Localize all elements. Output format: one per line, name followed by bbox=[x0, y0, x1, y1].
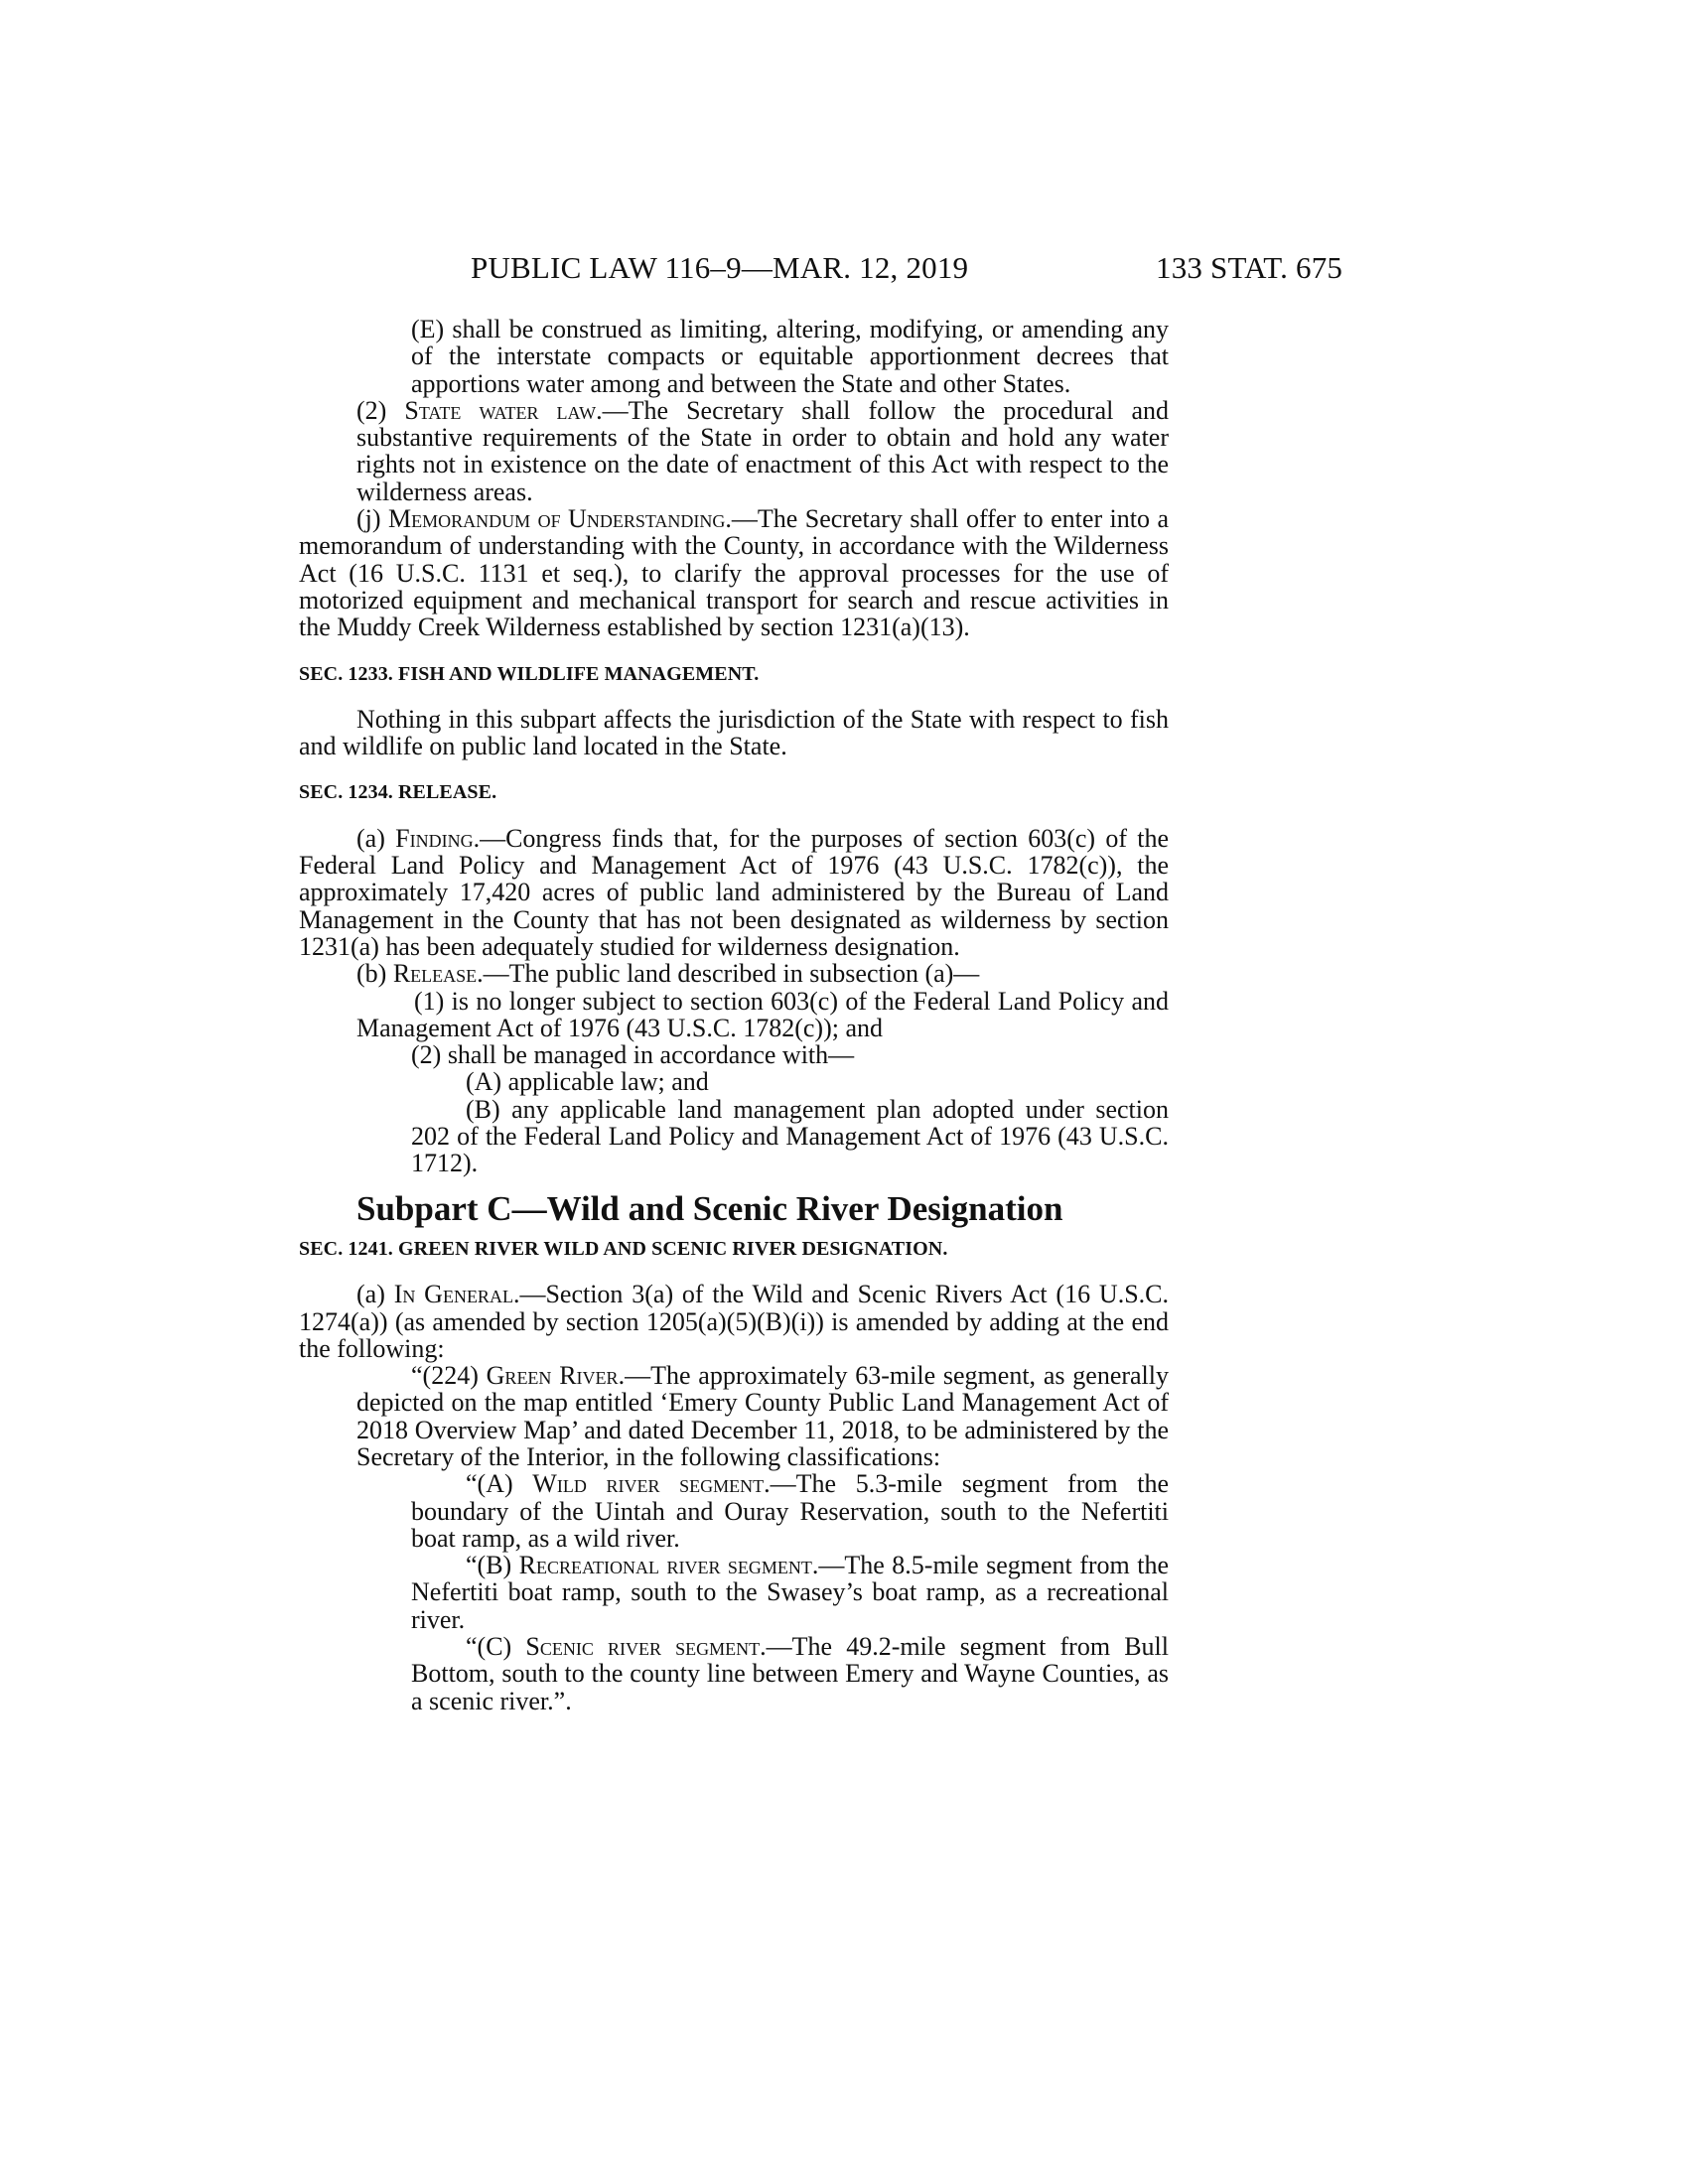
paragraph-scenic-segment: “(C) Scenic river segment.—The 49.2-mile segment from Bull Bottom, south to the county line between Emery and Wayne Counties, as a scenic river.”. bbox=[411, 1632, 1169, 1715]
paragraph-release: (b) Release.—The public land described in subsection (a)— bbox=[356, 959, 980, 989]
paragraph-wild-segment: “(A) Wild river segment.—The 5.3-mile segment from the boundary of the Uintah and Ouray Reservation, south to the Nefertiti boat ramp, as a wild river. bbox=[411, 1469, 1169, 1553]
paragraph-memorandum: (j) Memorandum of Understanding.—The Secretary shall offer to enter into a memorandum of understanding with the County, in accordance with the Wilderness Act (16 U.S.C. 1131 et seq.), to clarify the approval processes for the use of motorized equipment and mechanical transport for search and rescue activities in the Muddy Creek Wilderness established by section 1231(a)(13). bbox=[299, 504, 1170, 642]
document-body bbox=[299, 316, 1169, 1714]
paragraph-release-2b: (B) any applicable land management plan adopted under section 202 of the Federal Land Policy and Management Act of 1976 (43 U.S.C. 1712). bbox=[411, 1094, 1169, 1178]
paragraph-state-water-law: (2) State water law.—The Secretary shall follow the procedural and substantive requirements of the State in order to obtain and hold any water rights not in existence on the date of enactment of this Act with respect to the wilderness areas. bbox=[356, 395, 1169, 506]
paragraph-release-1: (1) is no longer subject to section 603(c) of the Federal Land Policy and Management Act of 1976 (43 U.S.C. 1782(c)); and bbox=[356, 986, 1169, 1042]
paragraph-release-2a: (A) applicable law; and bbox=[466, 1067, 709, 1097]
page-number: 133 STAT. 675 bbox=[1156, 250, 1343, 285]
paragraph-recreational-segment: “(B) Recreational river segment.—The 8.5-mile segment from the Nefertiti boat ramp, south to the Swasey’s boat ramp, as a recreational river. bbox=[411, 1551, 1170, 1634]
section-heading-1234: SEC. 1234. RELEASE. bbox=[299, 781, 497, 804]
paragraph-finding: (a) Finding.—Congress finds that, for the purposes of section 603(c) of the Federal Land Policy and Management Act of 1976 (43 U.S.C. 1782(c)), the approximately 17,420 acres of public land administered by the Bureau of Land Management in the County that has not been designated as wilderness by section 1231(a) has been adequately studied for wilderness designation. bbox=[299, 823, 1169, 961]
paragraph-fish-wildlife: Nothing in this subpart affects the jurisdiction of the State with respect to fish and wildlife on public land located in the State. bbox=[299, 704, 1169, 761]
subpart-heading: Subpart C—Wild and Scenic River Designation bbox=[356, 1188, 1063, 1228]
paragraph-in-general: (a) In General.—Section 3(a) of the Wild and Scenic Rivers Act (16 U.S.C. 1274(a)) (as amended by section 1205(a)(5)(B)(i)) is amended by adding at the end the following: bbox=[299, 1280, 1169, 1363]
section-heading-1233: SEC. 1233. FISH AND WILDLIFE MANAGEMENT. bbox=[299, 662, 760, 685]
paragraph-e: (E) shall be construed as limiting, altering, modifying, or amending any of the interstate compacts or equitable apportionment decrees that apportions water among and between the State and other States. bbox=[411, 315, 1169, 398]
section-heading-1241: SEC. 1241. GREEN RIVER WILD AND SCENIC RIVER DESIGNATION. bbox=[299, 1237, 948, 1260]
paragraph-release-2: (2) shall be managed in accordance with— bbox=[411, 1040, 855, 1070]
paragraph-green-river: “(224) Green River.—The approximately 63-mile segment, as generally depicted on the map entitled ‘Emery County Public Land Management Act of 2018 Overview Map’ and dated December 11, 2018, to be administered by the Secretary of the Interior, in the following classifications: bbox=[356, 1361, 1170, 1471]
running-header: PUBLIC LAW 116–9—MAR. 12, 2019 bbox=[471, 250, 969, 285]
